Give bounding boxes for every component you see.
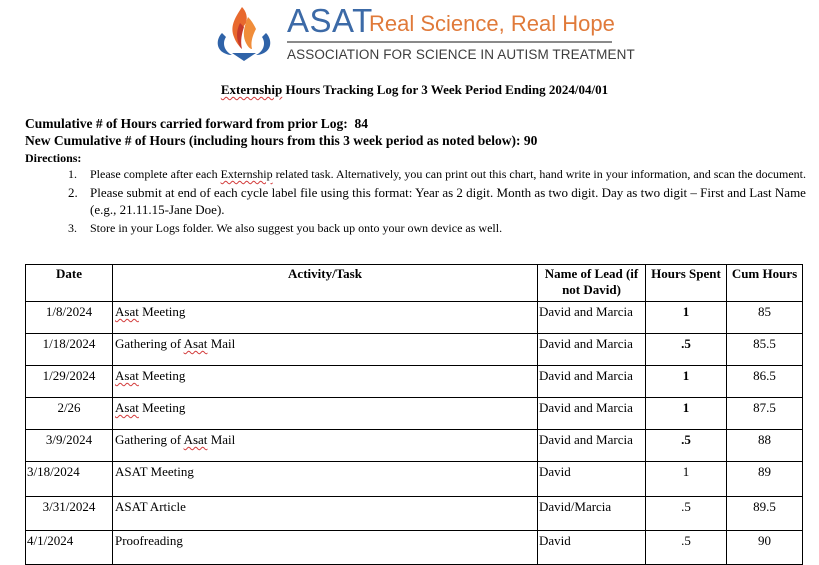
- directions-heading: Directions:: [25, 151, 82, 165]
- brand-name: ASAT: [287, 2, 373, 39]
- table-row: 1/18/2024 Gathering of Asat Mail David and Marcia .5 85.5: [26, 334, 803, 366]
- carried-forward-line: [25, 116, 368, 132]
- new-cumulative-value: 90: [523, 133, 538, 148]
- header-hours: Hours Spent: [646, 265, 727, 302]
- org-full-name: ASSOCIATION FOR SCIENCE IN AUTISM TREATMENT: [287, 47, 635, 62]
- carried-forward-label: Cumulative # of Hours carried forward from prior Log:: [25, 116, 348, 131]
- new-cumulative-label: New Cumulative # of Hours (including hours from this 3 week period as noted below):: [25, 133, 521, 148]
- header-activity: Activity/Task: [113, 265, 538, 302]
- direction-item-1: 1. Please complete after each Externship related task. Alternatively, you can print out this chart, hand write in your information, and scan the document.: [68, 167, 807, 181]
- direction-item-2: 2. Please submit at end of each cycle label file using this format: Year as 2 digit. Month as two digit. Day as two digit – First and Last Name (e.g., 21.11.15-Jane Doe).: [68, 184, 806, 217]
- direction-item-3: 3. Store in your Logs folder. We also suggest you back up onto your own device as well.: [68, 220, 503, 235]
- table-row: 2/26 Asat Meeting David and Marcia 1 87.5: [26, 398, 803, 430]
- table-row: 1/8/2024 Asat Meeting David and Marcia 1 85: [26, 302, 803, 334]
- header-cum: Cum Hours: [727, 265, 803, 302]
- table-row: 3/9/2024 Gathering of Asat Mail David and Marcia .5 88: [26, 430, 803, 462]
- asat-logo: [212, 2, 635, 65]
- title-rest: Hours Tracking Log for 3 Week Period Ending 2024/04/01: [282, 82, 609, 97]
- table-header-row: [26, 265, 803, 302]
- table-row: 1/29/2024 Asat Meeting David and Marcia 1 86.5: [26, 366, 803, 398]
- flame-icon: [212, 3, 276, 65]
- directions-list: [68, 167, 808, 235]
- new-cumulative-line: [25, 133, 537, 149]
- carried-forward-value: 84: [354, 116, 368, 131]
- brand-tagline: Real Science, Real Hope: [369, 11, 615, 36]
- direction-word-externship: Externship: [220, 167, 273, 181]
- title-word-externship: Externship: [220, 82, 283, 97]
- table-row: 3/18/2024 ASAT Meeting David 1 89: [26, 462, 803, 497]
- table-row: 4/1/2024 Proofreading David .5 90: [26, 531, 803, 565]
- table-row: 3/31/2024 ASAT Article David/Marcia .5 89.5: [26, 497, 803, 531]
- header-date: Date: [26, 265, 113, 302]
- header-lead: Name of Lead (if not David): [538, 265, 646, 302]
- hours-log-table: [25, 264, 803, 565]
- logo-divider: [287, 41, 612, 43]
- page-title: [0, 82, 819, 98]
